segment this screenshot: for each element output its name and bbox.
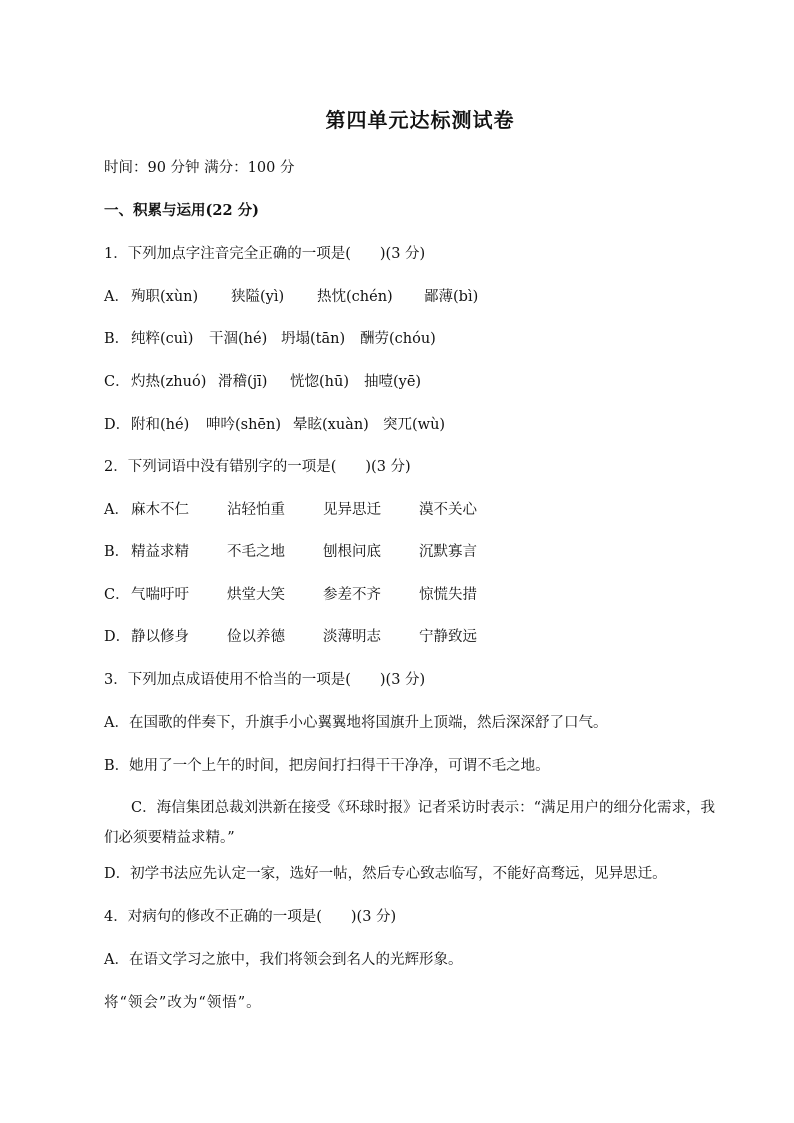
option-item: 坍塌(tān) — [281, 331, 346, 347]
question-2-option-c — [104, 585, 477, 605]
option-item: 附和(hé) — [131, 417, 190, 433]
section-heading: 一、积累与运用(22 分) — [104, 202, 259, 219]
option-item: 殉职(xùn) — [131, 289, 199, 305]
question-2-option-b — [104, 542, 477, 562]
question-1-stem: 1．下列加点字注音完全正确的一项是( )(3 分) — [104, 246, 426, 262]
question-3-option-b: B．她用了一个上午的时间，把房间打扫得干干净净，可谓不毛之地。 — [104, 758, 550, 774]
option-item: 晕眩(xuàn) — [293, 417, 369, 433]
option-label: A． — [104, 502, 129, 518]
question-1-option-b — [104, 329, 436, 349]
option-item: 热忱(chén) — [317, 289, 393, 305]
option-item: 鄙薄(bì) — [424, 289, 479, 305]
option-item: 沾轻怕重 — [227, 502, 285, 518]
option-item: 参差不齐 — [323, 587, 381, 603]
option-item: 狭隘(yì) — [231, 289, 285, 305]
option-item: 精益求精 — [131, 544, 189, 560]
page-title: 第四单元达标测试卷 — [325, 108, 515, 132]
option-item: 突兀(wù) — [383, 417, 446, 433]
question-1-option-c — [104, 372, 421, 392]
question-3-option-a: A．在国歌的伴奏下，升旗手小心翼翼地将国旗升上顶端，然后深深舒了口气。 — [104, 715, 608, 731]
question-2-stem: 2．下列词语中没有错别字的一项是( )(3 分) — [104, 459, 411, 475]
question-2-option-a — [104, 500, 477, 520]
option-item: 俭以养德 — [227, 629, 285, 645]
option-item: 惊慌失措 — [419, 587, 477, 603]
option-item: 恍惚(hū) — [290, 374, 349, 390]
option-label: B． — [104, 331, 130, 347]
option-label: D． — [104, 417, 131, 433]
option-label: B． — [104, 544, 130, 560]
question-4-stem: 4．对病句的修改不正确的一项是( )(3 分) — [104, 909, 397, 925]
option-label: D． — [104, 629, 131, 645]
option-item: 干涸(hé) — [209, 331, 268, 347]
option-item: 不毛之地 — [227, 544, 285, 560]
option-label: C． — [104, 374, 130, 390]
option-item: 漠不关心 — [419, 502, 477, 518]
option-item: 刨根问底 — [323, 544, 381, 560]
option-item: 静以修身 — [131, 629, 189, 645]
question-4-option-a: A．在语文学习之旅中，我们将领会到名人的光辉形象。 — [104, 952, 463, 968]
option-label: A． — [104, 289, 129, 305]
option-item: 滑稽(jī) — [218, 374, 268, 390]
question-3-option-c: C．海信集团总裁刘洪新在接受《环球时报》记者采访时表示：“满足用户的细分化需求，我们必须要精益求精。” — [104, 800, 716, 846]
option-item: 抽噎(yē) — [364, 374, 422, 390]
option-item: 灼热(zhuó) — [131, 374, 207, 390]
option-item: 宁静致远 — [419, 629, 477, 645]
question-4-option-a-fix: 将“领会”改为“领悟”。 — [104, 995, 262, 1011]
option-item: 淡薄明志 — [323, 629, 381, 645]
option-item: 酬劳(chóu) — [360, 331, 436, 347]
time-info: 时间：90 分钟 满分：100 分 — [104, 160, 295, 176]
option-item: 气喘吁吁 — [131, 587, 189, 603]
option-item: 见异思迁 — [323, 502, 381, 518]
option-item: 纯粹(cuì) — [131, 331, 194, 347]
option-item: 麻木不仁 — [131, 502, 189, 518]
option-item: 烘堂大笑 — [227, 587, 285, 603]
question-1-option-d — [104, 415, 445, 435]
option-item: 呻吟(shēn) — [206, 417, 282, 433]
option-label: C． — [104, 587, 130, 603]
option-item: 沉默寡言 — [419, 544, 477, 560]
question-2-option-d — [104, 627, 477, 647]
question-3-stem: 3．下列加点成语使用不恰当的一项是( )(3 分) — [104, 672, 426, 688]
question-3-option-d: D．初学书法应先认定一家，选好一帖，然后专心致志临写，不能好高骛远，见异思迁。 — [104, 866, 667, 882]
question-1-option-a — [104, 287, 478, 307]
